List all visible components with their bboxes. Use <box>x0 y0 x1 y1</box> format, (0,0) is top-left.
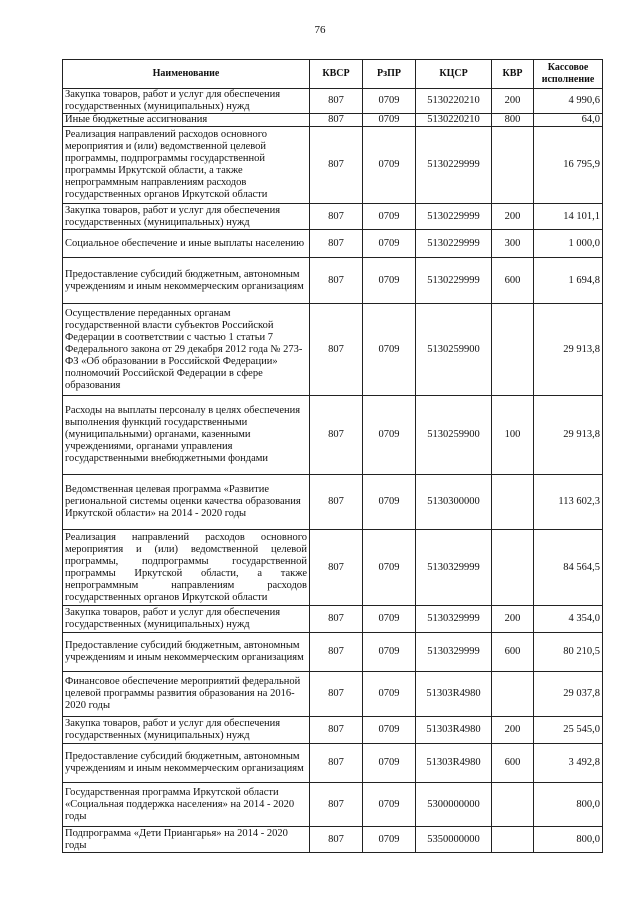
row-name: Государственная программа Иркутской области «Социальная поддержка населения» на 2014 - 2020 годы <box>63 783 310 827</box>
row-rzpr: 0709 <box>363 672 416 717</box>
table-row <box>63 633 603 672</box>
row-kvsr: 807 <box>310 258 363 304</box>
row-value: 64,0 <box>534 114 603 127</box>
table-row <box>63 114 603 127</box>
row-name: Реализация направлений расходов основного мероприятия и (или) ведомственной целевой программы, подпрограммы государственной программы Иркутской области, а также непрограммным направлениям расходов государственных органов Иркутской области <box>63 127 310 204</box>
row-kcsr: 5130259900 <box>416 304 492 396</box>
row-name: Финансовое обеспечение мероприятий федеральной целевой программы развития образования на 2016-2020 годы <box>63 672 310 717</box>
row-rzpr: 0709 <box>363 396 416 475</box>
row-rzpr: 0709 <box>363 530 416 606</box>
row-value: 4 990,6 <box>534 89 603 114</box>
row-kvr: 300 <box>492 230 534 258</box>
row-kvr <box>492 672 534 717</box>
row-rzpr: 0709 <box>363 127 416 204</box>
table-row <box>63 230 603 258</box>
table-row <box>63 717 603 744</box>
row-kvsr: 807 <box>310 717 363 744</box>
row-kcsr: 5130229999 <box>416 230 492 258</box>
table-row <box>63 827 603 853</box>
table-row <box>63 258 603 304</box>
row-value: 113 602,3 <box>534 475 603 530</box>
row-name: Закупка товаров, работ и услуг для обеспечения государственных (муниципальных) нужд <box>63 606 310 633</box>
row-kvr: 800 <box>492 114 534 127</box>
row-kvsr: 807 <box>310 783 363 827</box>
row-kcsr: 5130229999 <box>416 258 492 304</box>
row-rzpr: 0709 <box>363 89 416 114</box>
row-kvsr: 807 <box>310 304 363 396</box>
table-row <box>63 744 603 783</box>
table-row <box>63 606 603 633</box>
row-kcsr: 5130220210 <box>416 89 492 114</box>
row-kvr: 200 <box>492 204 534 230</box>
row-kcsr: 5130329999 <box>416 530 492 606</box>
row-kvsr: 807 <box>310 114 363 127</box>
row-rzpr: 0709 <box>363 230 416 258</box>
row-kvr: 600 <box>492 633 534 672</box>
row-rzpr: 0709 <box>363 258 416 304</box>
row-rzpr: 0709 <box>363 744 416 783</box>
row-value: 29 913,8 <box>534 304 603 396</box>
row-kcsr: 51303R4980 <box>416 744 492 783</box>
row-value: 84 564,5 <box>534 530 603 606</box>
row-value: 4 354,0 <box>534 606 603 633</box>
row-kvr <box>492 127 534 204</box>
table-row <box>63 672 603 717</box>
row-name: Предоставление субсидий бюджетным, автономным учреждениям и иным некоммерческим организациям <box>63 744 310 783</box>
row-value: 3 492,8 <box>534 744 603 783</box>
table-row <box>63 475 603 530</box>
row-kvsr: 807 <box>310 230 363 258</box>
row-name: Закупка товаров, работ и услуг для обеспечения государственных (муниципальных) нужд <box>63 717 310 744</box>
row-name: Иные бюджетные ассигнования <box>63 114 310 127</box>
row-kvsr: 807 <box>310 744 363 783</box>
row-kvsr: 807 <box>310 530 363 606</box>
row-rzpr: 0709 <box>363 304 416 396</box>
row-name: Социальное обеспечение и иные выплаты населению <box>63 230 310 258</box>
table-row <box>63 204 603 230</box>
row-name: Подпрограмма «Дети Приангарья» на 2014 - 2020 годы <box>63 827 310 853</box>
table-header-row <box>63 60 603 89</box>
row-kcsr: 5130259900 <box>416 396 492 475</box>
row-rzpr: 0709 <box>363 114 416 127</box>
row-kcsr: 5130329999 <box>416 633 492 672</box>
row-kcsr: 5300000000 <box>416 783 492 827</box>
row-rzpr: 0709 <box>363 606 416 633</box>
row-value: 800,0 <box>534 827 603 853</box>
row-kcsr: 5130229999 <box>416 127 492 204</box>
header-rzpr: РзПР <box>363 60 416 89</box>
table-row <box>63 304 603 396</box>
row-kcsr: 5130300000 <box>416 475 492 530</box>
row-value: 29 037,8 <box>534 672 603 717</box>
budget-table <box>62 59 603 853</box>
header-name: Наименование <box>63 60 310 89</box>
row-value: 29 913,8 <box>534 396 603 475</box>
row-kvsr: 807 <box>310 606 363 633</box>
header-kcsr: КЦСР <box>416 60 492 89</box>
row-kvsr: 807 <box>310 633 363 672</box>
row-kvr <box>492 827 534 853</box>
row-kvsr: 807 <box>310 89 363 114</box>
row-kvr <box>492 475 534 530</box>
header-kassa: Кассовое исполнение <box>534 60 603 89</box>
row-kcsr: 5130229999 <box>416 204 492 230</box>
row-rzpr: 0709 <box>363 204 416 230</box>
row-value: 14 101,1 <box>534 204 603 230</box>
table-row <box>63 783 603 827</box>
row-kcsr: 5130329999 <box>416 606 492 633</box>
row-kcsr: 5350000000 <box>416 827 492 853</box>
row-rzpr: 0709 <box>363 633 416 672</box>
table-row <box>63 127 603 204</box>
row-kvr: 200 <box>492 606 534 633</box>
row-value: 1 694,8 <box>534 258 603 304</box>
row-value: 1 000,0 <box>534 230 603 258</box>
row-name: Реализация направлений расходов основного мероприятия и (или) ведомственной целевой программы, подпрограммы государственной программы Иркутской области, а также непрограммным направлениям расходов государственных органов Иркутской области <box>63 530 310 606</box>
row-kvr <box>492 783 534 827</box>
page-number: 76 <box>314 24 326 36</box>
table-row <box>63 89 603 114</box>
row-rzpr: 0709 <box>363 717 416 744</box>
header-kvsr: КВСР <box>310 60 363 89</box>
row-kcsr: 5130220210 <box>416 114 492 127</box>
row-value: 800,0 <box>534 783 603 827</box>
row-kvr <box>492 304 534 396</box>
row-kvr <box>492 530 534 606</box>
row-kcsr: 51303R4980 <box>416 672 492 717</box>
row-rzpr: 0709 <box>363 475 416 530</box>
row-kcsr: 51303R4980 <box>416 717 492 744</box>
row-name: Расходы на выплаты персоналу в целях обеспечения выполнения функций государственными (муниципальными) органами, казенными учреждениями, органами управления государственными внебюджетными фондами <box>63 396 310 475</box>
row-name: Предоставление субсидий бюджетным, автономным учреждениям и иным некоммерческим организациям <box>63 633 310 672</box>
row-kvr: 100 <box>492 396 534 475</box>
row-kvr: 600 <box>492 258 534 304</box>
row-value: 16 795,9 <box>534 127 603 204</box>
row-kvsr: 807 <box>310 672 363 717</box>
row-name: Закупка товаров, работ и услуг для обеспечения государственных (муниципальных) нужд <box>63 89 310 114</box>
row-kvsr: 807 <box>310 396 363 475</box>
header-kvr: КВР <box>492 60 534 89</box>
row-name: Осуществление переданных органам государственной власти субъектов Российской Федерации в соответствии с частью 1 статьи 7 Федерального закона от 29 декабря 2012 года № 273-ФЗ «Об образовании в Российской Федерации» полномочий Российской Федерации в сфере образования <box>63 304 310 396</box>
row-kvsr: 807 <box>310 204 363 230</box>
table-row <box>63 396 603 475</box>
row-kvr: 200 <box>492 89 534 114</box>
row-name: Ведомственная целевая программа «Развитие региональной системы оценки качества образования Иркутской области» на 2014 - 2020 годы <box>63 475 310 530</box>
row-kvsr: 807 <box>310 827 363 853</box>
row-kvsr: 807 <box>310 127 363 204</box>
row-rzpr: 0709 <box>363 827 416 853</box>
row-name: Предоставление субсидий бюджетным, автономным учреждениям и иным некоммерческим организациям <box>63 258 310 304</box>
row-kvsr: 807 <box>310 475 363 530</box>
row-name: Закупка товаров, работ и услуг для обеспечения государственных (муниципальных) нужд <box>63 204 310 230</box>
row-kvr: 200 <box>492 717 534 744</box>
row-rzpr: 0709 <box>363 783 416 827</box>
row-value: 80 210,5 <box>534 633 603 672</box>
row-value: 25 545,0 <box>534 717 603 744</box>
table-row <box>63 530 603 606</box>
row-kvr: 600 <box>492 744 534 783</box>
